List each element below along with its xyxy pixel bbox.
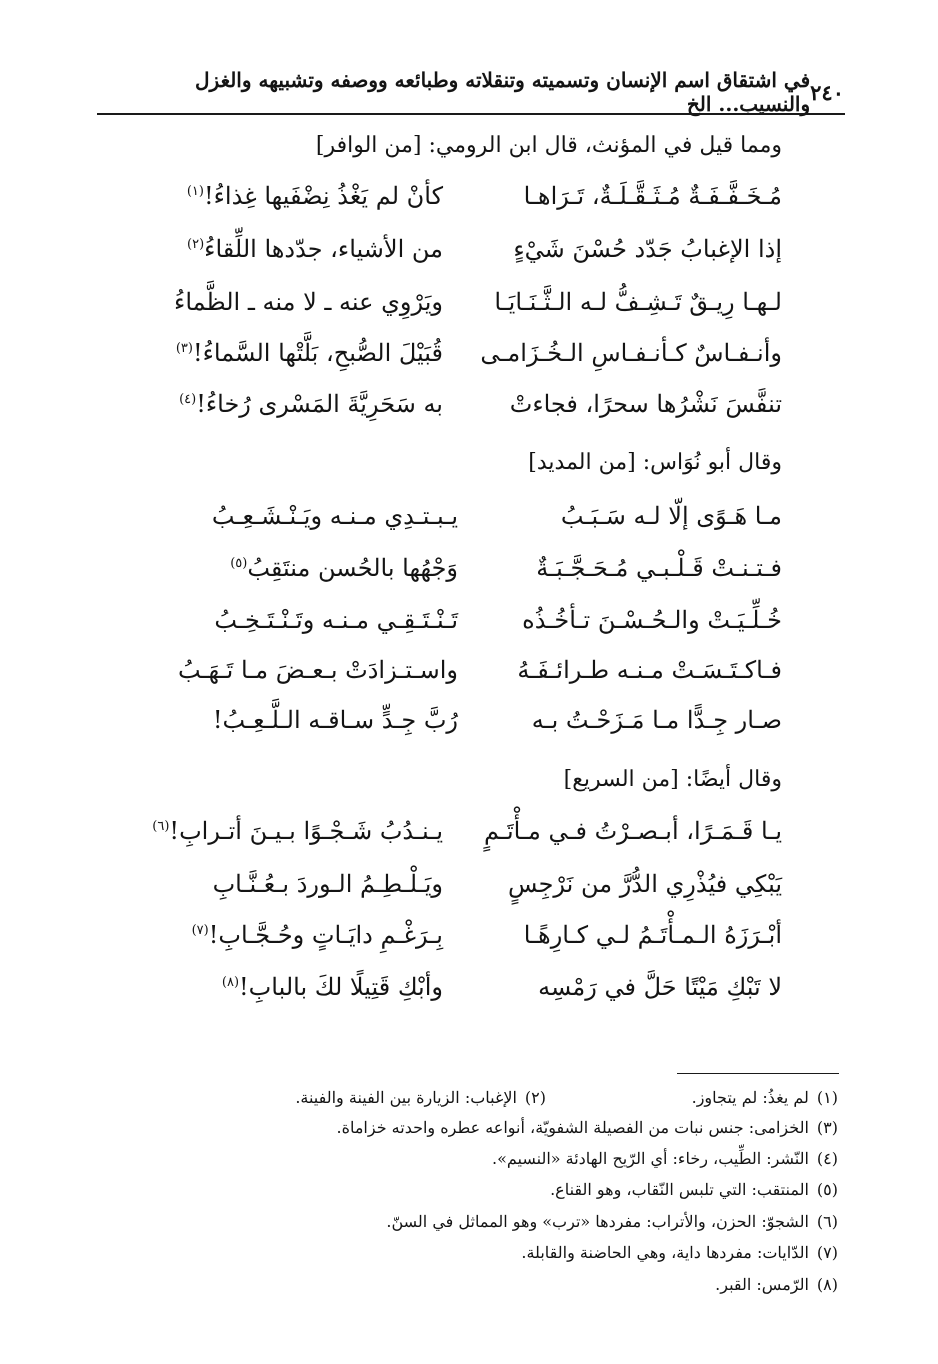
section-intro: ومما قيل في المؤنث، قال ابن الرومي: [من الوافر] <box>315 133 782 158</box>
verse-left-hemistich <box>152 817 443 845</box>
verse-right-hemistich: يَبْكِي فيُذْرِي الدُّرَّ من نَرْجِسٍ <box>507 870 782 898</box>
footnote-number: (١) <box>816 1088 838 1107</box>
section-intro: وقال أيضًا: [من السريع] <box>563 767 782 792</box>
verse-right-hemistich: مـا هَـوًى إلّا لـه سَـبَـبُ <box>560 502 782 530</box>
section-intro: وقال أبو نُوَاس: [من المديد] <box>528 450 782 475</box>
footnote-marker: (٧) <box>191 923 209 938</box>
footnote-text: الدّايات: مفردها داية، وهي الحاضنة والقابلة. <box>521 1243 809 1262</box>
verse-text: من الأشياء، جدّدها اللِّقاءُ <box>204 235 443 263</box>
footnote <box>692 1088 838 1107</box>
footnote-marker: (٤) <box>179 392 197 407</box>
verse-text: وأبْكِ قَتِيلًا لكَ بالبابِ! <box>239 973 443 1001</box>
footnote <box>337 1118 839 1137</box>
verse-right-hemistich: فـاكـتَـسَـتْ مـنـه طـرائـفَـهُ <box>517 656 782 684</box>
verse-text: تَـنْـتَـقِـي مـنـه وتَـنْـتَـخِـبُ <box>214 606 458 634</box>
footnote <box>295 1088 546 1107</box>
footnote-text: المنتقب: التي تلبس النّقاب، وهو القناع. <box>550 1180 809 1199</box>
verse-left-hemistich <box>176 339 443 367</box>
footnote-marker: (٢) <box>187 237 205 252</box>
verse-text: وَجْهُها بالحُسن منتَقِبُ <box>247 554 458 582</box>
footnote <box>715 1275 838 1294</box>
footnote <box>492 1149 838 1168</box>
verse-right-hemistich: يـا قَـمَـرًا، أبـصـرْتُ فـي مـأْتَـمٍ <box>483 817 782 845</box>
footnote-marker: (٨) <box>221 975 240 990</box>
footnote-text: الإغباب: الزيارة بين الفينة والفينة. <box>295 1088 517 1107</box>
verse-right-hemistich: خُـلِّـيَـتْ والـحُـسْـنَ تـأخُـذُه <box>522 606 782 634</box>
page-header <box>100 68 844 116</box>
running-title: في اشتقاق اسم الإنسان وتسميته وتنقلاته وطبائعه ووصفه وتشبيهه والغزل والنسيب... الخ <box>195 68 811 116</box>
footnote-rule <box>677 1073 839 1074</box>
footnote-marker: (٥) <box>230 556 248 571</box>
verse-right-hemistich: صـار جِـدًّا مـا مَـزَحْـتُ بـه <box>531 706 782 734</box>
footnote-number: (٥) <box>816 1180 838 1199</box>
verse-left-hemistich <box>214 606 458 634</box>
footnote-marker: (١) <box>186 184 204 199</box>
verse-text: واسـتـزادَتْ بـعـضَ مـا تَـهَـبُ <box>177 656 458 684</box>
verse-text: به سَحَرِيَّةَ المَسْرى رُخاءُ! <box>196 390 443 418</box>
verse-text: ويَرْوِي عنه ـ لا منه ـ الظَّماءُ <box>174 288 443 316</box>
verse-right-hemistich: مُـخَـفَّـفَـةٌ مُـثَـقَّـلَـةٌ، تَـرَاهـا <box>523 182 782 210</box>
footnote-number: (٦) <box>816 1212 838 1231</box>
verse-right-hemistich: لا تَبْكِ مَيْتًا حَلَّ في رَمْسِه <box>538 973 782 1001</box>
verse-left-hemistich <box>212 502 458 530</box>
footnote-marker: (٦) <box>152 819 170 834</box>
verse-left-hemistich <box>179 390 443 418</box>
footnote-number: (٨) <box>816 1275 838 1294</box>
footnote-number: (٣) <box>816 1118 838 1137</box>
footnote-text: لم يغذُ: لم يتجاوز. <box>691 1088 809 1107</box>
footnote-number: (٤) <box>816 1149 838 1168</box>
verse-text: كأنْ لم يَغْذُ نِضْفَيها غِذاءُ! <box>203 182 443 210</box>
verse-left-hemistich <box>187 182 443 210</box>
verse-left-hemistich <box>222 973 443 1001</box>
verse-right-hemistich: لـهـا رِيـقٌ تَـشِـفُّ لـه الـثَّـنَـايَـا <box>494 288 782 316</box>
verse-left-hemistich <box>174 288 443 316</box>
header-rule <box>97 113 845 115</box>
footnote-text: الرّمس: القبر. <box>715 1275 809 1294</box>
verse-text: ويَـلْـطِـمُ الـوردَ بـعُـنَّـابِ <box>212 870 443 898</box>
footnote-number: (٧) <box>816 1243 838 1262</box>
footnote-text: الخزامى: جنس نبات من الفصيلة الشفويّة، أنواعه عطره واحدته خزاماة. <box>336 1118 809 1137</box>
verse-text: قُبَيْلَ الصُّبحِ، بَلَّتْها السَّماءُ! <box>192 339 443 367</box>
footnote <box>386 1212 838 1231</box>
verse-left-hemistich <box>178 656 458 684</box>
verse-right-hemistich: وأنـفـاسٌ كـأنـفـاسِ الـخُـزَامـى <box>480 339 782 367</box>
footnote-text: النّشر: الطِّيب، رخاء: أي الرّيح الهادئة «النسيم». <box>492 1149 809 1168</box>
verse-right-hemistich: إذا الإغبابُ جَدّد حُسْنَ شَيْءٍ <box>513 235 782 263</box>
verse-text: بِـرَغْـمِ دايَـاتٍ وحُـجَّـابِ! <box>208 921 443 949</box>
verse-right-hemistich: أبْـرَزَهُ الـمـأْتَـمُ لـي كـارِهًـا <box>523 921 782 949</box>
footnote-text: الشجوّ: الحزن، والأتراب: مفردها «ترب» وهو المماثل في السنّ. <box>386 1212 809 1231</box>
verse-right-hemistich: تنفَّسَ نَشْرُها سحرًا، فجاءتْ <box>509 390 782 418</box>
footnote-number: (٢) <box>524 1088 546 1107</box>
verse-left-hemistich <box>213 870 443 898</box>
verse-text: يـبـتـدِي مـنـه ويَـنْـشَـعِـبُ <box>211 502 458 530</box>
verse-right-hemistich: فـتـنـتْ قَـلْـبـي مُـحَـجَّـبَـةٌ <box>536 554 782 582</box>
verse-text: رُبَّ جِـدٍّ سـاقـه الـلَّـعِـبُ! <box>212 706 458 734</box>
footnote-marker: (٣) <box>175 341 193 356</box>
verse-left-hemistich <box>187 235 443 263</box>
footnote <box>521 1243 838 1262</box>
verse-left-hemistich <box>213 706 458 734</box>
verse-left-hemistich <box>230 554 458 582</box>
footnote <box>550 1180 838 1199</box>
verse-left-hemistich <box>192 921 443 949</box>
verse-text: يـنـدُبُ شَـجْـوًا بـيـنَ أتـرابِ! <box>169 817 443 845</box>
page-number: ٢٤٠ <box>810 79 844 105</box>
